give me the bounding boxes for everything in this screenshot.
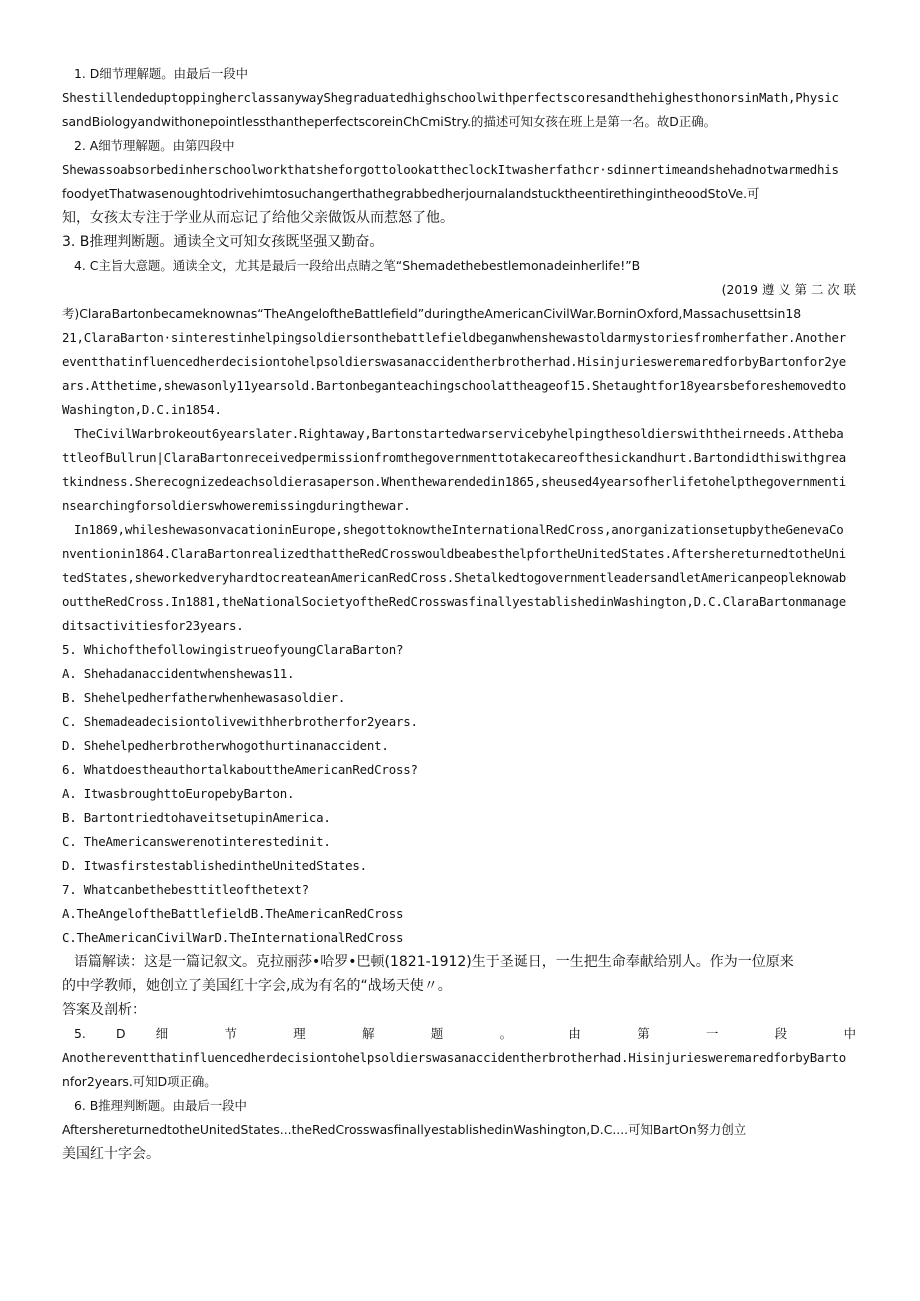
question-6-option-b: B. BartontriedtohaveitsetupinAmerica. [62, 810, 331, 825]
question-6: 6. WhatdoestheauthortalkabouttheAmericanRedCross? [62, 762, 418, 777]
passage-line: ars.Atthetime,shewasonly11yearsold.Bartonbeganteachingschoolattheageof15.Shetaughtfor18yearsbeforeshemovedto [62, 378, 847, 393]
question-5-option-b: B. Shehelpedherfatherwhenhewasasoldier. [62, 690, 346, 705]
question-5-option-c: C. Shemadeadecisiontolivewithherbrotherfor2years. [62, 714, 418, 729]
answer-2-line: foodyetThatwasenoughtodrivehimtosuchangerthathegrabbedherjournalandstucktheentirethingintheoodStoVe.可 [62, 186, 760, 201]
question-6-option-d: D. ItwasfirstestablishedintheUnitedStates. [62, 858, 367, 873]
passage-line: ditsactivitiesfor23years. [62, 618, 244, 633]
answer-6-line: 美国红十字会。 [62, 1146, 160, 1162]
question-5-option-d: D. Shehelpedherbrotherwhogothurtinanaccident. [62, 738, 389, 753]
question-6-option-a: A. ItwasbroughttoEuropebyBarton. [62, 786, 295, 801]
passage-line: nventionin1864.ClaraBartonrealizedthattheRedCrosswouldbeabesthelpfortheUnitedStates.AftershereturnedtotheUni [62, 546, 847, 561]
passage-line: TheCivilWarbrokeout6yearslater.Rightaway,Bartonstartedwarservicebyhelpingthesoldierswiththeirneeds.Attheba [74, 426, 844, 441]
answer-3: 3. B推理判断题。通读全文可知女孩既坚强又勤奋。 [62, 234, 384, 250]
passage-line: outtheRedCross.In1881,theNationalSocietyoftheRedCrosswasfinallyestablishedinWashington,D.C.ClaraBartonmanage [62, 594, 847, 609]
question-6-option-c: C. TheAmericanswerenotinterestedinit. [62, 834, 331, 849]
question-7-options-cd: C.TheAmericanCivilWarD.TheInternationalRedCross [62, 930, 404, 945]
answer-6-heading: 6. B推理判断题。由最后一段中 [74, 1098, 247, 1113]
passage-source: (2019 遵 义 第 二 次 联 [721, 282, 856, 297]
answer-5-line: Anothereventthatinfluencedherdecisiontohelpsoldierswasanaccidentherbrotherhad.HisinjuriesweremaredforbyBarto [62, 1050, 847, 1065]
answer-6-line: AftershereturnedtotheUnitedStates...theRedCrosswasfinallyestablishedinWashington,D.C....可知BartOn努力创立 [62, 1122, 747, 1137]
answer-4: 4. C主旨大意题。通读全文，尤其是最后一段给出点睛之笔“Shemadethebestlemonadeinherlife!”B [74, 258, 641, 273]
answer-5-heading: 5. D 细 节 理 解 题 。 由 第 一 段 中 [74, 1026, 856, 1041]
passage-line: tedStates,sheworkedveryhardtocreateanAmericanRedCross.ShetalkedtogovernmentleadersandletAmericanpeopleknowab [62, 570, 847, 585]
question-5-option-a: A. Shehadanaccidentwhenshewas11. [62, 666, 295, 681]
answer-2-line: ShewassoabsorbedinherschoolworkthatsheforgottolookattheclockItwasherfathcr·sdinnertimeandshehadnotwarmedhis [62, 162, 839, 177]
passage-line: eventthatinfluencedherdecisiontohelpsoldierswasanaccidentherbrotherhad.HisinjuriesweremaredforbyBartonfor2ye [62, 354, 847, 369]
answer-1-line: ShestillendeduptoppingherclassanywayShegraduatedhighschoolwithperfectscoresandthehighesthonorsinMath,Physic [62, 90, 839, 105]
analysis-heading: 答案及剖析： [62, 1002, 146, 1018]
passage-line: In1869,whileshewasonvacationinEurope,shegottoknowtheInternationalRedCross,anorganizationsetupbytheGenevaCo [74, 522, 844, 537]
passage-line: 21,ClaraBarton·sinterestinhelpingsoldiersonthebattlefieldbeganwhenshewastoldarmystoriesfromherfather.Another [62, 330, 847, 345]
passage-line: tkindness.Sherecognizedeachsoldierasaperson.Whenthewarendedin1865,sheused4yearsofherlifetohelpthegovernmenti [62, 474, 847, 489]
question-7: 7. Whatcanbethebesttitleofthetext? [62, 882, 309, 897]
analysis-intro: 的中学教师，她创立了美国红十字会,成为有名的“战场天使〃。 [62, 978, 452, 994]
answer-2-heading: 2. A细节理解题。由第四段中 [74, 138, 235, 153]
answer-2-line: 知，女孩太专注于学业从而忘记了给他父亲做饭从而惹怒了他。 [62, 210, 454, 226]
question-7-options-ab: A.TheAngeloftheBattlefieldB.TheAmericanRedCross [62, 906, 404, 921]
passage-line: 考)ClaraBartonbecameknownas“TheAngeloftheBattlefield”duringtheAmericanCivilWar.BorninOxford,Massachusettsin18 [62, 306, 802, 321]
answer-1-heading: 1. D细节理解题。由最后一段中 [74, 66, 248, 81]
passage-line: ttleofBullrun|ClaraBartonreceivedpermissionfromthegovernmenttotakecareofthesickandhurt.Bartondidthiswithgrea [62, 450, 847, 465]
passage-line: Washington,D.C.in1854. [62, 402, 222, 417]
answer-5-line: nfor2years.可知D项正确。 [62, 1074, 217, 1089]
passage-line: nsearchingforsoldierswhoweremissingduringthewar. [62, 498, 411, 513]
answer-1-line: sandBiologyandwithonepointlessthantheperfectscoreinChCmiStry.的描述可知女孩在班上是第一名。故D正确。 [62, 114, 717, 129]
analysis-intro: 语篇解读：这是一篇记叙文。克拉丽莎•哈罗•巴顿(1821-1912)生于圣诞日，一生把生命奉献给别人。作为一位原来 [74, 954, 794, 970]
question-5: 5. WhichofthefollowingistrueofyoungClaraBarton? [62, 642, 404, 657]
document-page [62, 62, 856, 1166]
